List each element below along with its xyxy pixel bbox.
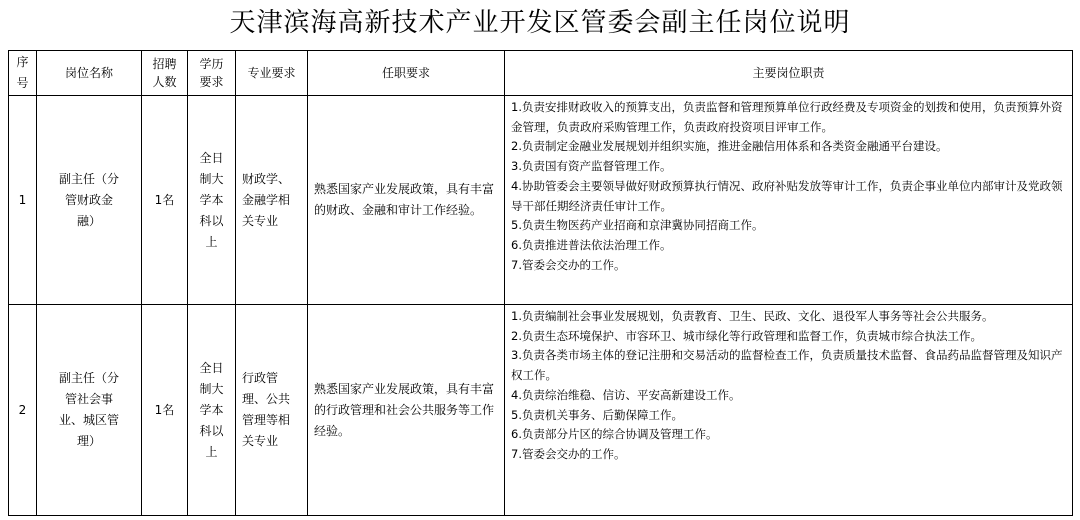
cell-seq: 1 [9, 96, 37, 305]
duty-item: 3.负责国有资产监督管理工作。 [511, 159, 672, 174]
cell-qualification: 熟悉国家产业发展政策，具有丰富的财政、金融和审计工作经验。 [308, 96, 505, 305]
cell-seq: 2 [9, 305, 37, 516]
table-row [9, 96, 1073, 305]
header-duties: 主要岗位职责 [505, 51, 1073, 96]
duty-item: 7.管委会交办的工作。 [511, 446, 626, 461]
header-education: 学历要求 [188, 51, 236, 96]
header-recruit: 招聘人数 [142, 51, 188, 96]
duty-item: 7.管委会交办的工作。 [511, 257, 626, 272]
cell-education: 全日制大学本科以上 [188, 96, 236, 305]
cell-major: 财政学、金融学相关专业 [236, 96, 308, 305]
header-major: 专业要求 [236, 51, 308, 96]
duty-item: 5.负责机关事务、后勤保障工作。 [511, 407, 683, 422]
position-table [8, 50, 1073, 516]
duty-item: 4.负责综治维稳、信访、平安高新建设工作。 [511, 387, 741, 402]
table-row [9, 305, 1073, 516]
header-qualification: 任职要求 [308, 51, 505, 96]
duty-item: 2.负责生态环境保护、市容环卫、城市绿化等行政管理和监督工作，负责城市综合执法工作。 [511, 328, 982, 343]
duty-item: 5.负责生物医药产业招商和京津冀协同招商工作。 [511, 218, 764, 233]
cell-qualification: 熟悉国家产业发展政策，具有丰富的行政管理和社会公共服务等工作经验。 [308, 305, 505, 516]
duty-item: 4.协助管委会主要领导做好财政预算执行情况、政府补贴发放等审计工作，负责企事业单位内部审计及党政领导干部任期经济责任审计工作。 [511, 178, 1063, 213]
duty-item: 2.负责制定金融业发展规划并组织实施，推进金融信用体系和各类资金融通平台建设。 [511, 139, 948, 154]
cell-position: 副主任（分管财政金融） [37, 96, 142, 305]
header-row [9, 51, 1073, 96]
duty-item: 1.负责编制社会事业发展规划，负责教育、卫生、民政、文化、退役军人事务等社会公共服务。 [511, 309, 994, 323]
cell-duties [505, 305, 1073, 516]
cell-recruit: 1名 [142, 96, 188, 305]
header-position: 岗位名称 [37, 51, 142, 96]
cell-duties [505, 96, 1073, 305]
cell-major: 行政管理、公共管理等相关专业 [236, 305, 308, 516]
cell-education: 全日制大学本科以上 [188, 305, 236, 516]
header-seq: 序号 [9, 51, 37, 96]
duty-item: 6.负责推进普法依法治理工作。 [511, 237, 672, 252]
duty-item: 3.负责各类市场主体的登记注册和交易活动的监督检查工作，负责质量技术监督、食品药品监督管理及知识产权工作。 [511, 348, 1063, 383]
page-title: 天津滨海高新技术产业开发区管委会副主任岗位说明 [229, 8, 851, 38]
cell-position: 副主任（分管社会事业、城区管理） [37, 305, 142, 516]
duty-item: 1.负责安排财政收入的预算支出，负责监督和管理预算单位行政经费及专项资金的划拨和使用，负责预算外资金管理，负责政府采购管理工作，负责政府投资项目评审工作。 [511, 100, 1063, 134]
cell-recruit: 1名 [142, 305, 188, 516]
duty-item: 6.负责部分片区的综合协调及管理工作。 [511, 427, 718, 442]
